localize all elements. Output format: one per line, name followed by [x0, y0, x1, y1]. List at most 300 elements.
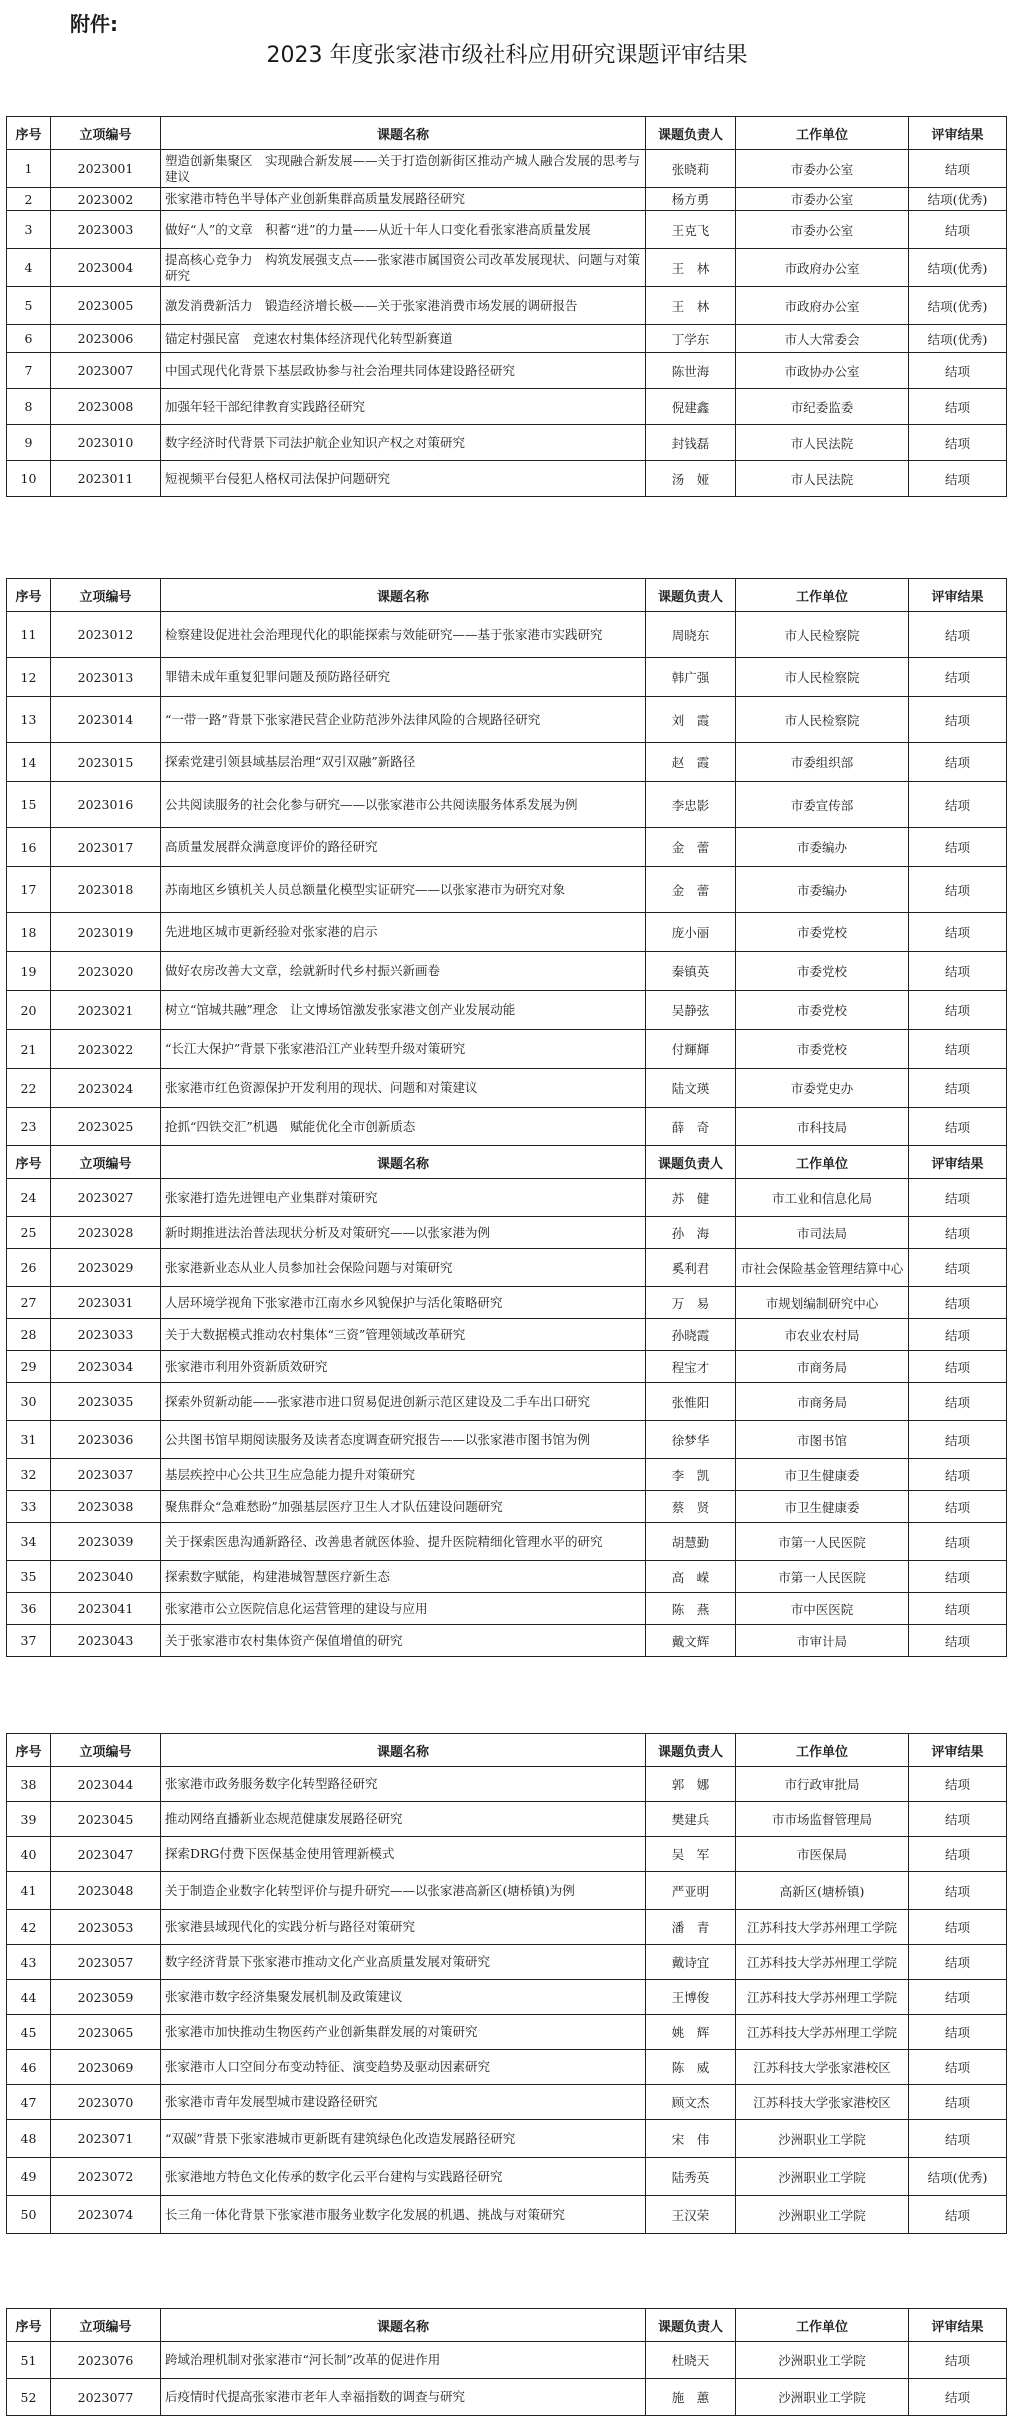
result-cell: 结项 [909, 2050, 1007, 2085]
topic-cell: 长三角一体化背景下张家港市服务业数字化发展的机遇、挑战与对策研究 [161, 2196, 646, 2234]
table-row [7, 1491, 1007, 1523]
result-cell: 结项 [909, 913, 1007, 952]
header-row [7, 579, 1007, 612]
seq-cell: 6 [7, 325, 51, 353]
seq-cell: 23 [7, 1108, 51, 1146]
unit-cell: 市委党史办 [736, 1069, 909, 1108]
table-row [7, 249, 1007, 287]
topic-cell: 高质量发展群众满意度评价的路径研究 [161, 828, 646, 867]
seq-cell: 42 [7, 1910, 51, 1945]
unit-cell: 市委办公室 [736, 188, 909, 211]
result-cell: 结项 [909, 150, 1007, 188]
project-id-cell: 2023014 [51, 697, 161, 743]
result-cell: 结项 [909, 612, 1007, 658]
header-row [7, 2309, 1007, 2342]
seq-cell: 45 [7, 2015, 51, 2050]
table-row [7, 1980, 1007, 2015]
header-leader: 课题负责人 [646, 1146, 736, 1179]
seq-cell: 51 [7, 2342, 51, 2379]
unit-cell: 市人民法院 [736, 425, 909, 461]
seq-cell: 26 [7, 1249, 51, 1287]
result-cell: 结项 [909, 1179, 1007, 1217]
unit-cell: 沙洲职业工学院 [736, 2158, 909, 2196]
leader-cell: 王 林 [646, 287, 736, 325]
project-id-cell: 2023003 [51, 211, 161, 249]
seq-cell: 22 [7, 1069, 51, 1108]
unit-cell: 市中医医院 [736, 1593, 909, 1625]
leader-cell: 严亚明 [646, 1872, 736, 1910]
project-id-cell: 2023065 [51, 2015, 161, 2050]
seq-cell: 24 [7, 1179, 51, 1217]
table-row [7, 991, 1007, 1030]
leader-cell: 程宝才 [646, 1351, 736, 1383]
topic-cell: 数字经济背景下张家港市推动文化产业高质量发展对策研究 [161, 1945, 646, 1980]
leader-cell: 郭 娜 [646, 1767, 736, 1802]
result-cell: 结项 [909, 1837, 1007, 1872]
header-result: 评审结果 [909, 1146, 1007, 1179]
project-id-cell: 2023069 [51, 2050, 161, 2085]
result-cell: 结项 [909, 1249, 1007, 1287]
seq-cell: 28 [7, 1319, 51, 1351]
topic-cell: 张家港新业态从业人员参加社会保险问题与对策研究 [161, 1249, 646, 1287]
table-row [7, 1593, 1007, 1625]
header-topic: 课题名称 [161, 1146, 646, 1179]
leader-cell: 韩广强 [646, 658, 736, 697]
topic-cell: 关于制造企业数字化转型评价与提升研究——以张家港高新区(塘桥镇)为例 [161, 1872, 646, 1910]
table-row [7, 782, 1007, 828]
topic-cell: 关于探索医患沟通新路径、改善患者就医体验、提升医院精细化管理水平的研究 [161, 1523, 646, 1561]
seq-cell: 18 [7, 913, 51, 952]
unit-cell: 市图书馆 [736, 1421, 909, 1459]
result-cell: 结项 [909, 2120, 1007, 2158]
topic-cell: 聚焦群众“急难愁盼”加强基层医疗卫生人才队伍建设问题研究 [161, 1491, 646, 1523]
result-cell: 结项 [909, 1945, 1007, 1980]
leader-cell: 周晓东 [646, 612, 736, 658]
project-id-cell: 2023016 [51, 782, 161, 828]
unit-cell: 市人民检察院 [736, 612, 909, 658]
seq-cell: 47 [7, 2085, 51, 2120]
table-row [7, 1945, 1007, 1980]
table-row [7, 389, 1007, 425]
header-seq: 序号 [7, 1734, 51, 1767]
result-cell: 结项 [909, 1459, 1007, 1491]
result-cell: 结项 [909, 1910, 1007, 1945]
topic-cell: “一带一路”背景下张家港民营企业防范涉外法律风险的合规路径研究 [161, 697, 646, 743]
topic-cell: 张家港市利用外资新质效研究 [161, 1351, 646, 1383]
seq-cell: 32 [7, 1459, 51, 1491]
topic-cell: 关于张家港市农村集体资产保值增值的研究 [161, 1625, 646, 1657]
header-leader: 课题负责人 [646, 2309, 736, 2342]
table-row [7, 867, 1007, 913]
leader-cell: 吴 军 [646, 1837, 736, 1872]
header-unit: 工作单位 [736, 117, 909, 150]
unit-cell: 江苏科技大学苏州理工学院 [736, 1980, 909, 2015]
result-cell: 结项 [909, 461, 1007, 497]
unit-cell: 江苏科技大学张家港校区 [736, 2085, 909, 2120]
results-table [6, 1733, 1007, 2234]
seq-cell: 44 [7, 1980, 51, 2015]
unit-cell: 市委党校 [736, 952, 909, 991]
leader-cell: 张晓莉 [646, 150, 736, 188]
table-row [7, 2342, 1007, 2379]
project-id-cell: 2023037 [51, 1459, 161, 1491]
leader-cell: 薛 奇 [646, 1108, 736, 1146]
table-row [7, 952, 1007, 991]
topic-cell: 做好“人”的文章 积蓄“进”的力量——从近十年人口变化看张家港高质量发展 [161, 211, 646, 249]
result-cell: 结项 [909, 1069, 1007, 1108]
project-id-cell: 2023047 [51, 1837, 161, 1872]
table-row [7, 743, 1007, 782]
topic-cell: 探索党建引领县域基层治理“双引双融”新路径 [161, 743, 646, 782]
seq-cell: 43 [7, 1945, 51, 1980]
table-row [7, 1459, 1007, 1491]
unit-cell: 沙洲职业工学院 [736, 2342, 909, 2379]
topic-cell: 人居环境学视角下张家港市江南水乡风貌保护与活化策略研究 [161, 1287, 646, 1319]
result-cell: 结项 [909, 782, 1007, 828]
unit-cell: 沙洲职业工学院 [736, 2196, 909, 2234]
header-row [7, 1146, 1007, 1179]
result-cell: 结项 [909, 1383, 1007, 1421]
unit-cell: 市人民检察院 [736, 697, 909, 743]
table-row [7, 697, 1007, 743]
header-topic: 课题名称 [161, 579, 646, 612]
project-id-cell: 2023020 [51, 952, 161, 991]
project-id-cell: 2023038 [51, 1491, 161, 1523]
header-row [7, 1734, 1007, 1767]
unit-cell: 市委党校 [736, 1030, 909, 1069]
project-id-cell: 2023005 [51, 287, 161, 325]
project-id-cell: 2023017 [51, 828, 161, 867]
table-row [7, 1351, 1007, 1383]
leader-cell: 奚利君 [646, 1249, 736, 1287]
table-row [7, 425, 1007, 461]
table-row [7, 1030, 1007, 1069]
header-project-id: 立项编号 [51, 1734, 161, 1767]
topic-cell: 张家港市数字经济集聚发展机制及政策建议 [161, 1980, 646, 2015]
topic-cell: 推动网络直播新业态规范健康发展路径研究 [161, 1802, 646, 1837]
project-id-cell: 2023022 [51, 1030, 161, 1069]
topic-cell: “双碳”背景下张家港城市更新既有建筑绿色化改造发展路径研究 [161, 2120, 646, 2158]
header-seq: 序号 [7, 1146, 51, 1179]
table-row [7, 2196, 1007, 2234]
project-id-cell: 2023007 [51, 353, 161, 389]
unit-cell: 市委党校 [736, 991, 909, 1030]
unit-cell: 沙洲职业工学院 [736, 2379, 909, 2416]
seq-cell: 33 [7, 1491, 51, 1523]
leader-cell: 潘 青 [646, 1910, 736, 1945]
unit-cell: 市司法局 [736, 1217, 909, 1249]
project-id-cell: 2023018 [51, 867, 161, 913]
seq-cell: 27 [7, 1287, 51, 1319]
project-id-cell: 2023034 [51, 1351, 161, 1383]
seq-cell: 17 [7, 867, 51, 913]
project-id-cell: 2023072 [51, 2158, 161, 2196]
result-cell: 结项 [909, 867, 1007, 913]
topic-cell: 塑造创新集聚区 实现融合新发展——关于打造创新街区推动产城人融合发展的思考与建议 [161, 150, 646, 188]
seq-cell: 34 [7, 1523, 51, 1561]
project-id-cell: 2023028 [51, 1217, 161, 1249]
unit-cell: 市委宣传部 [736, 782, 909, 828]
result-cell: 结项 [909, 389, 1007, 425]
leader-cell: 赵 霞 [646, 743, 736, 782]
seq-cell: 36 [7, 1593, 51, 1625]
leader-cell: 施 蕙 [646, 2379, 736, 2416]
topic-cell: 张家港市政务服务数字化转型路径研究 [161, 1767, 646, 1802]
project-id-cell: 2023076 [51, 2342, 161, 2379]
header-unit: 工作单位 [736, 1146, 909, 1179]
seq-cell: 5 [7, 287, 51, 325]
topic-cell: 抢抓“四铁交汇”机遇 赋能优化全市创新质态 [161, 1108, 646, 1146]
topic-cell: 跨域治理机制对张家港市“河长制”改革的促进作用 [161, 2342, 646, 2379]
seq-cell: 9 [7, 425, 51, 461]
seq-cell: 8 [7, 389, 51, 425]
unit-cell: 江苏科技大学张家港校区 [736, 2050, 909, 2085]
result-cell: 结项 [909, 1625, 1007, 1657]
unit-cell: 江苏科技大学苏州理工学院 [736, 1910, 909, 1945]
project-id-cell: 2023036 [51, 1421, 161, 1459]
unit-cell: 市市场监督管理局 [736, 1802, 909, 1837]
seq-cell: 19 [7, 952, 51, 991]
header-project-id: 立项编号 [51, 579, 161, 612]
seq-cell: 40 [7, 1837, 51, 1872]
result-cell: 结项 [909, 1287, 1007, 1319]
unit-cell: 市科技局 [736, 1108, 909, 1146]
table-row [7, 913, 1007, 952]
leader-cell: 金 蕾 [646, 828, 736, 867]
seq-cell: 2 [7, 188, 51, 211]
seq-cell: 11 [7, 612, 51, 658]
topic-cell: 后疫情时代提高张家港市老年人幸福指数的调查与研究 [161, 2379, 646, 2416]
result-cell: 结项 [909, 2342, 1007, 2379]
topic-cell: 张家港县域现代化的实践分析与路径对策研究 [161, 1910, 646, 1945]
result-cell: 结项(优秀) [909, 2158, 1007, 2196]
header-result: 评审结果 [909, 1734, 1007, 1767]
table-row [7, 1179, 1007, 1217]
header-project-id: 立项编号 [51, 2309, 161, 2342]
header-result: 评审结果 [909, 579, 1007, 612]
unit-cell: 市人民法院 [736, 461, 909, 497]
topic-cell: 提高核心竞争力 构筑发展强支点——张家港市属国资公司改革发展现状、问题与对策研究 [161, 249, 646, 287]
result-cell: 结项 [909, 952, 1007, 991]
table-row [7, 211, 1007, 249]
leader-cell: 樊建兵 [646, 1802, 736, 1837]
seq-cell: 1 [7, 150, 51, 188]
leader-cell: 汤 娅 [646, 461, 736, 497]
unit-cell: 市政府办公室 [736, 249, 909, 287]
seq-cell: 46 [7, 2050, 51, 2085]
seq-cell: 50 [7, 2196, 51, 2234]
topic-cell: 张家港地方特色文化传承的数字化云平台建构与实践路径研究 [161, 2158, 646, 2196]
result-cell: 结项(优秀) [909, 287, 1007, 325]
unit-cell: 市委办公室 [736, 211, 909, 249]
results-table [6, 578, 1007, 1146]
unit-cell: 市规划编制研究中心 [736, 1287, 909, 1319]
topic-cell: 加强年轻干部纪律教育实践路径研究 [161, 389, 646, 425]
leader-cell: 丁学东 [646, 325, 736, 353]
leader-cell: 陆秀英 [646, 2158, 736, 2196]
header-seq: 序号 [7, 579, 51, 612]
leader-cell: 张惟阳 [646, 1383, 736, 1421]
unit-cell: 市行政审批局 [736, 1767, 909, 1802]
topic-cell: 探索数字赋能，构建港城智慧医疗新生态 [161, 1561, 646, 1593]
result-cell: 结项 [909, 828, 1007, 867]
unit-cell: 市卫生健康委 [736, 1459, 909, 1491]
header-leader: 课题负责人 [646, 117, 736, 150]
header-seq: 序号 [7, 2309, 51, 2342]
leader-cell: 陈世海 [646, 353, 736, 389]
leader-cell: 蔡 贤 [646, 1491, 736, 1523]
topic-cell: 公共阅读服务的社会化参与研究——以张家港市公共阅读服务体系发展为例 [161, 782, 646, 828]
seq-cell: 10 [7, 461, 51, 497]
table-row [7, 461, 1007, 497]
project-id-cell: 2023010 [51, 425, 161, 461]
table-row [7, 1837, 1007, 1872]
unit-cell: 市农业农村局 [736, 1319, 909, 1351]
unit-cell: 市审计局 [736, 1625, 909, 1657]
leader-cell: 宋 伟 [646, 2120, 736, 2158]
unit-cell: 市商务局 [736, 1383, 909, 1421]
seq-cell: 30 [7, 1383, 51, 1421]
project-id-cell: 2023033 [51, 1319, 161, 1351]
result-cell: 结项 [909, 1802, 1007, 1837]
topic-cell: 中国式现代化背景下基层政协参与社会治理共同体建设路径研究 [161, 353, 646, 389]
topic-cell: 激发消费新活力 锻造经济增长极——关于张家港消费市场发展的调研报告 [161, 287, 646, 325]
project-id-cell: 2023025 [51, 1108, 161, 1146]
project-id-cell: 2023039 [51, 1523, 161, 1561]
unit-cell: 江苏科技大学苏州理工学院 [736, 2015, 909, 2050]
project-id-cell: 2023057 [51, 1945, 161, 1980]
unit-cell: 市委办公室 [736, 150, 909, 188]
project-id-cell: 2023011 [51, 461, 161, 497]
table-row [7, 1249, 1007, 1287]
project-id-cell: 2023059 [51, 1980, 161, 2015]
unit-cell: 市第一人民医院 [736, 1523, 909, 1561]
table-row [7, 1319, 1007, 1351]
header-seq: 序号 [7, 117, 51, 150]
project-id-cell: 2023008 [51, 389, 161, 425]
header-topic: 课题名称 [161, 117, 646, 150]
result-cell: 结项 [909, 697, 1007, 743]
header-topic: 课题名称 [161, 2309, 646, 2342]
result-cell: 结项(优秀) [909, 325, 1007, 353]
result-cell: 结项 [909, 743, 1007, 782]
table-row [7, 612, 1007, 658]
project-id-cell: 2023015 [51, 743, 161, 782]
result-cell: 结项 [909, 658, 1007, 697]
topic-cell: 公共图书馆早期阅读服务及读者态度调查研究报告——以张家港市图书馆为例 [161, 1421, 646, 1459]
project-id-cell: 2023012 [51, 612, 161, 658]
leader-cell: 杜晓天 [646, 2342, 736, 2379]
result-cell: 结项 [909, 1421, 1007, 1459]
table-row [7, 828, 1007, 867]
seq-cell: 21 [7, 1030, 51, 1069]
seq-cell: 52 [7, 2379, 51, 2416]
topic-cell: 张家港市人口空间分布变动特征、演变趋势及驱动因素研究 [161, 2050, 646, 2085]
result-cell: 结项 [909, 1217, 1007, 1249]
result-cell: 结项(优秀) [909, 188, 1007, 211]
result-cell: 结项 [909, 1523, 1007, 1561]
unit-cell: 市委编办 [736, 828, 909, 867]
table-row [7, 1802, 1007, 1837]
leader-cell: 万 易 [646, 1287, 736, 1319]
seq-cell: 41 [7, 1872, 51, 1910]
table-row [7, 1767, 1007, 1802]
project-id-cell: 2023031 [51, 1287, 161, 1319]
leader-cell: 王 林 [646, 249, 736, 287]
leader-cell: 胡慧勤 [646, 1523, 736, 1561]
seq-cell: 16 [7, 828, 51, 867]
project-id-cell: 2023044 [51, 1767, 161, 1802]
leader-cell: 王博俊 [646, 1980, 736, 2015]
header-unit: 工作单位 [736, 2309, 909, 2342]
project-id-cell: 2023077 [51, 2379, 161, 2416]
seq-cell: 13 [7, 697, 51, 743]
result-cell: 结项 [909, 1491, 1007, 1523]
seq-cell: 49 [7, 2158, 51, 2196]
result-cell: 结项(优秀) [909, 249, 1007, 287]
leader-cell: 陈 威 [646, 2050, 736, 2085]
table-row [7, 2120, 1007, 2158]
leader-cell: 戴文辉 [646, 1625, 736, 1657]
leader-cell: 王汉荣 [646, 2196, 736, 2234]
project-id-cell: 2023041 [51, 1593, 161, 1625]
unit-cell: 市人民检察院 [736, 658, 909, 697]
result-cell: 结项 [909, 1980, 1007, 2015]
seq-cell: 25 [7, 1217, 51, 1249]
project-id-cell: 2023019 [51, 913, 161, 952]
project-id-cell: 2023021 [51, 991, 161, 1030]
table-row [7, 1069, 1007, 1108]
leader-cell: 姚 辉 [646, 2015, 736, 2050]
header-result: 评审结果 [909, 117, 1007, 150]
result-cell: 结项 [909, 2085, 1007, 2120]
result-cell: 结项 [909, 1872, 1007, 1910]
project-id-cell: 2023001 [51, 150, 161, 188]
table-row [7, 1383, 1007, 1421]
result-cell: 结项 [909, 1767, 1007, 1802]
leader-cell: 付輝輝 [646, 1030, 736, 1069]
topic-cell: 新时期推进法治普法现状分析及对策研究——以张家港为例 [161, 1217, 646, 1249]
topic-cell: “长江大保护”背景下张家港沿江产业转型升级对策研究 [161, 1030, 646, 1069]
table-row [7, 2158, 1007, 2196]
unit-cell: 市工业和信息化局 [736, 1179, 909, 1217]
topic-cell: 探索DRG付费下医保基金使用管理新模式 [161, 1837, 646, 1872]
result-cell: 结项 [909, 2196, 1007, 2234]
header-topic: 课题名称 [161, 1734, 646, 1767]
seq-cell: 14 [7, 743, 51, 782]
result-cell: 结项 [909, 991, 1007, 1030]
seq-cell: 4 [7, 249, 51, 287]
seq-cell: 7 [7, 353, 51, 389]
header-result: 评审结果 [909, 2309, 1007, 2342]
table-row [7, 1523, 1007, 1561]
topic-cell: 张家港市特色半导体产业创新集群高质量发展路径研究 [161, 188, 646, 211]
project-id-cell: 2023024 [51, 1069, 161, 1108]
table-row [7, 1561, 1007, 1593]
seq-cell: 20 [7, 991, 51, 1030]
table-row [7, 2015, 1007, 2050]
header-project-id: 立项编号 [51, 117, 161, 150]
table-row [7, 1910, 1007, 1945]
leader-cell: 秦镇英 [646, 952, 736, 991]
topic-cell: 锚定村强民富 竞速农村集体经济现代化转型新赛道 [161, 325, 646, 353]
table-row [7, 2085, 1007, 2120]
result-cell: 结项 [909, 2015, 1007, 2050]
leader-cell: 李忠影 [646, 782, 736, 828]
seq-cell: 48 [7, 2120, 51, 2158]
project-id-cell: 2023074 [51, 2196, 161, 2234]
project-id-cell: 2023048 [51, 1872, 161, 1910]
